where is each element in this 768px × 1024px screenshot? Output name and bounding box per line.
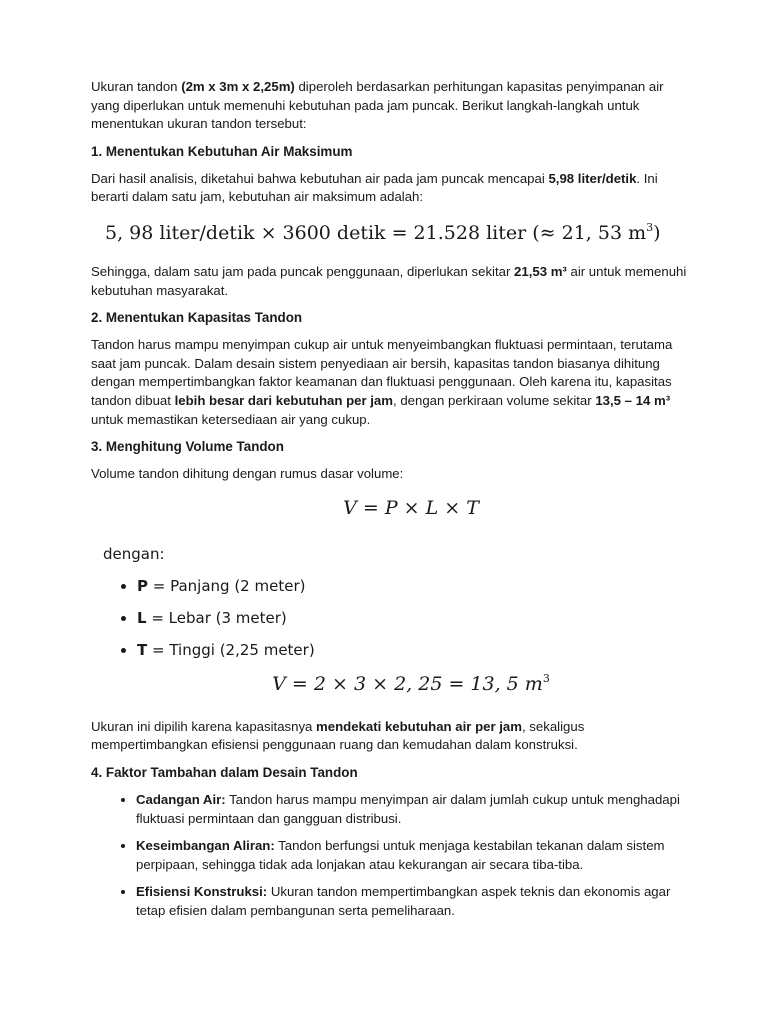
section-3-heading: 3. Menghitung Volume Tandon <box>91 439 284 455</box>
intro-paragraph: Ukuran tandon (2m x 3m x 2,25m) diperoleh berdasarkan perhitungan kapasitas penyimpanan air yang diperlukan untuk memenuhi kebutuhan pada jam puncak. Berikut langkah-langkah untuk menentukan ukuran tandon tersebut: <box>91 79 664 132</box>
section-3-paragraph: Volume tandon dihitung dengan rumus dasar volume: <box>91 466 404 482</box>
volume-calculation: V = 2 × 3 × 2, 25 = 13, 5 $m^3$ <box>272 671 550 695</box>
volume-formula: V = P × L × T <box>343 496 479 519</box>
document-page <box>91 78 691 929</box>
section-2-paragraph: Tandon harus mampu menyimpan cukup air untuk menyeimbangkan fluktuasi permintaan, terutama saat jam puncak. Dalam desain sistem penyediaan air bersih, kapasitas tandon biasanya dihitung dengan mempertimbangkan faktor keamanan dan fluktuasi penggunaan. Oleh karena itu, kapasitas tandon dibuat lebih besar dari kebutuhan per jam, dengan perkiraan volume sekitar 13,5 – 14 m³ untuk memastikan ketersediaan air yang cukup. <box>91 337 673 427</box>
list-item: • L = Lebar (3 meter) <box>137 608 691 628</box>
section-4-heading: 4. Faktor Tambahan dalam Desain Tandon <box>91 764 358 780</box>
section-1-heading: 1. Menentukan Kebutuhan Air Maksimum <box>91 143 353 159</box>
factor-list <box>91 791 691 921</box>
section-3-conclusion: Ukuran ini dipilih karena kapasitasnya mendekati kebutuhan air per jam, sekaligus mempertimbangkan efisiensi penggunaan ruang dan kemudahan dalam konstruksi. <box>91 718 585 753</box>
list-item: • T = Tinggi (2,25 meter) <box>137 640 691 660</box>
list-item: • Cadangan Air: Tandon harus mampu menyimpan air dalam jumlah cukup untuk menghadapi fluktuasi permintaan dan gangguan distribusi. <box>136 791 691 828</box>
section-2-heading: 2. Menentukan Kapasitas Tandon <box>91 310 303 326</box>
list-item: • Efisiensi Konstruksi: Ukuran tandon mempertimbangkan aspek teknis dan ekonomis agar tetap efisien dalam pembangunan serta pemeliharaan. <box>136 883 691 920</box>
list-item: • Keseimbangan Aliran: Tandon berfungsi untuk menjaga kestabilan tekanan dalam sistem perpipaan, sehingga tidak ada lonjakan atau kekurangan air secara tiba-tiba. <box>136 837 691 874</box>
water-demand-formula: 5, 98 liter/detik × 3600 detik = 21.528 liter (≈ 21, 53 $m^3$) <box>105 220 661 244</box>
dengan-label: dengan: <box>103 544 165 563</box>
list-item: • P = Panjang (2 meter) <box>137 576 691 596</box>
variable-list <box>103 576 691 660</box>
variable-definitions <box>103 544 691 660</box>
section-1-paragraph: Dari hasil analisis, diketahui bahwa kebutuhan air pada jam puncak mencapai 5,98 liter/detik. Ini berarti dalam satu jam, kebutuhan air maksimum adalah: <box>91 170 658 205</box>
section-1-result-paragraph: Sehingga, dalam satu jam pada puncak penggunaan, diperlukan sekitar 21,53 m³ air untuk memenuhi kebutuhan masyarakat. <box>91 263 687 298</box>
